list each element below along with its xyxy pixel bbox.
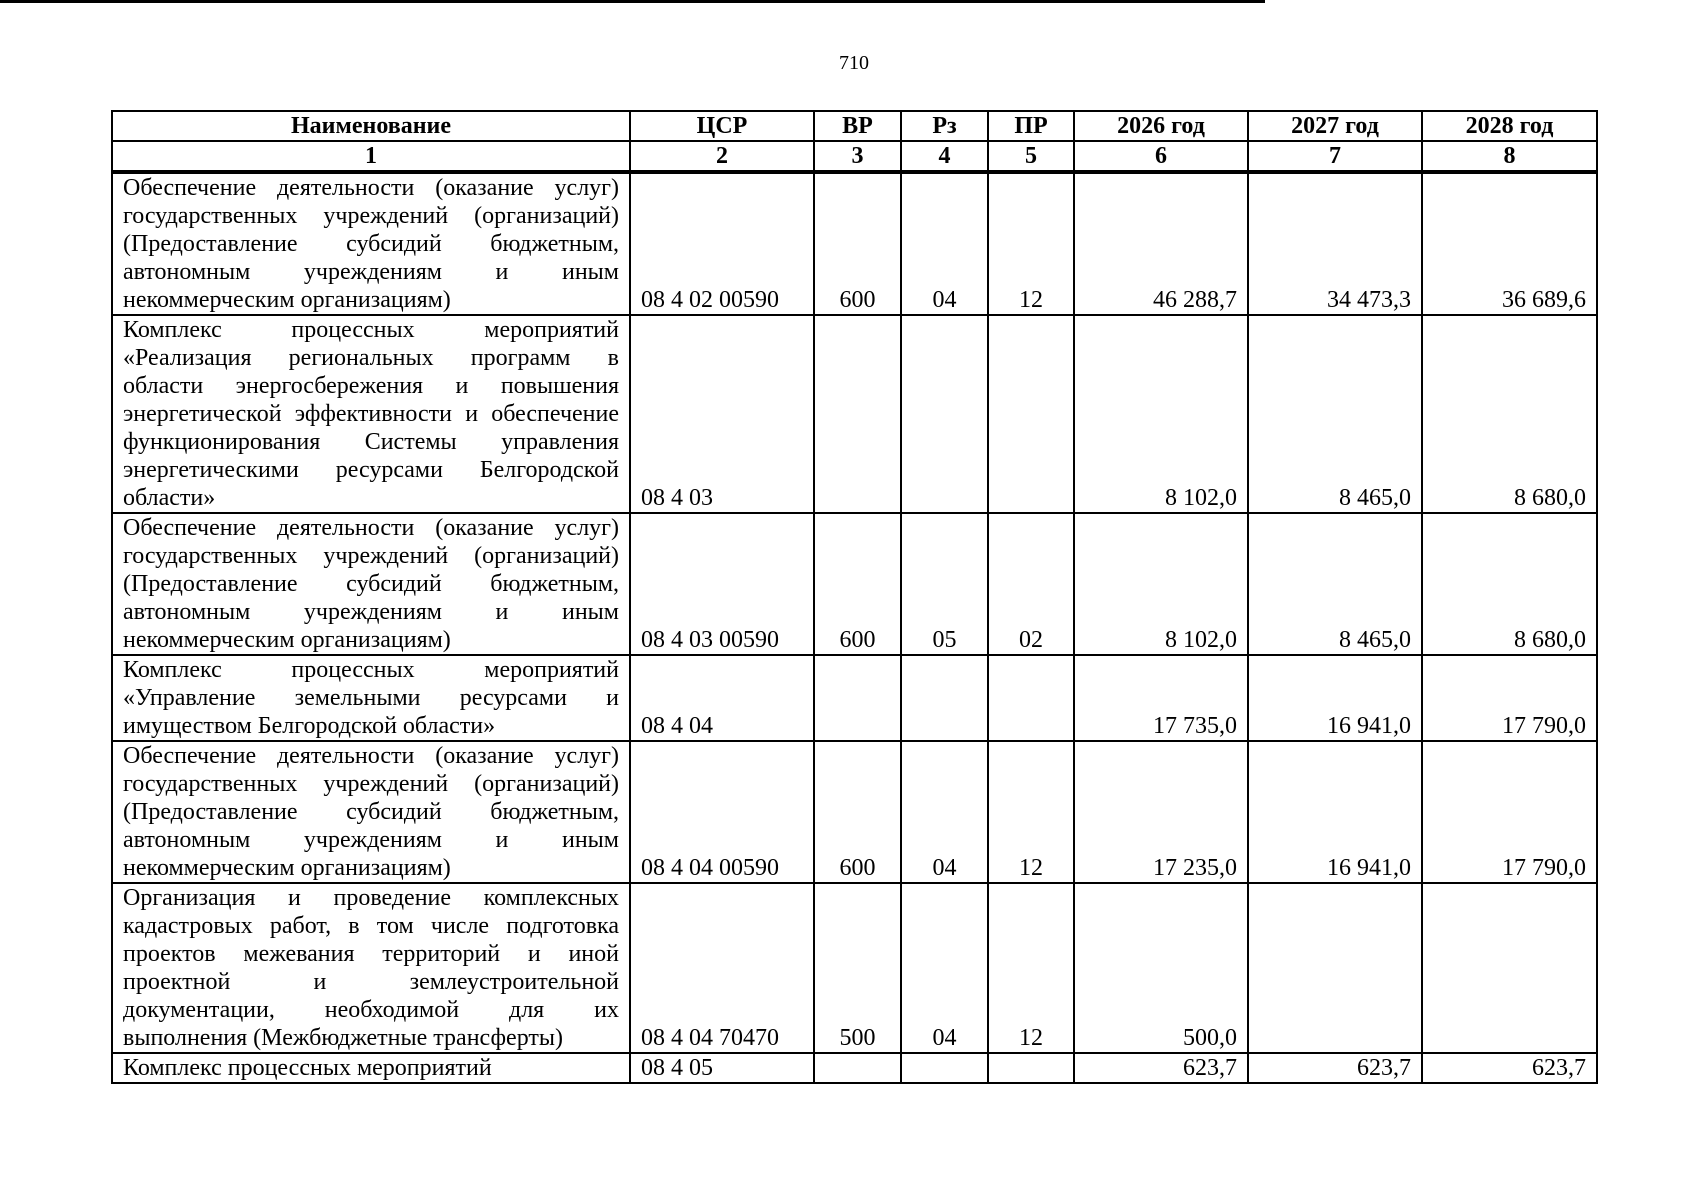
header-2028: 2028 год (1422, 111, 1597, 141)
row-value-2026: 8 102,0 (1074, 513, 1248, 655)
row-value-2026: 623,7 (1074, 1053, 1248, 1083)
row-name (112, 1053, 630, 1083)
header-name: Наименование (112, 111, 630, 141)
row-pr (988, 655, 1074, 741)
row-csr: 08 4 05 (630, 1053, 814, 1083)
row-vr: 500 (814, 883, 901, 1053)
row-value-2027: 8 465,0 (1248, 315, 1422, 513)
colnum-3: 3 (814, 141, 901, 172)
column-number-row (112, 141, 1597, 172)
row-csr: 08 4 04 70470 (630, 883, 814, 1053)
row-csr: 08 4 04 (630, 655, 814, 741)
row-value-2026: 17 735,0 (1074, 655, 1248, 741)
row-pr: 12 (988, 172, 1074, 315)
top-rule (0, 0, 1265, 3)
table-row (112, 741, 1597, 883)
row-name-line: «Реализация региональных программ в (123, 345, 619, 371)
row-rz: 04 (901, 172, 988, 315)
row-name-line: Обеспечение деятельности (оказание услуг) (123, 515, 619, 541)
row-vr (814, 315, 901, 513)
row-vr (814, 655, 901, 741)
table-row (112, 1053, 1597, 1083)
row-name-line: проектной и землеустроительной (123, 969, 619, 995)
row-name-line: некоммерческим организациям) (123, 855, 451, 881)
row-value-2027: 16 941,0 (1248, 655, 1422, 741)
row-value-2028: 8 680,0 (1422, 513, 1597, 655)
row-name-line: государственных учреждений (организаций) (123, 543, 619, 569)
header-vr: ВР (814, 111, 901, 141)
row-name (112, 883, 630, 1053)
row-name-line: выполнения (Межбюджетные трансферты) (123, 1025, 563, 1051)
row-name-line: автономным учреждениям и иным (123, 599, 619, 625)
table-row (112, 172, 1597, 315)
header-2027: 2027 год (1248, 111, 1422, 141)
header-rz: Рз (901, 111, 988, 141)
row-vr: 600 (814, 741, 901, 883)
row-name-line: (Предоставление субсидий бюджетным, (123, 799, 619, 825)
header-csr: ЦСР (630, 111, 814, 141)
row-name-line: «Управление земельными ресурсами и (123, 685, 619, 711)
row-name-line: Организация и проведение комплексных (123, 885, 619, 911)
budget-table (111, 110, 1598, 1084)
row-pr (988, 315, 1074, 513)
row-csr: 08 4 03 (630, 315, 814, 513)
row-name-line: документации, необходимой для их (123, 997, 619, 1023)
row-name (112, 513, 630, 655)
row-name-line: некоммерческим организациям) (123, 287, 451, 313)
row-rz (901, 1053, 988, 1083)
row-name-line: энергетической эффективности и обеспечение (123, 401, 619, 427)
row-name-line: автономным учреждениям и иным (123, 259, 619, 285)
page-number: 710 (839, 52, 869, 74)
colnum-4: 4 (901, 141, 988, 172)
row-name-line: проектов межевания территорий и иной (123, 941, 619, 967)
row-csr: 08 4 02 00590 (630, 172, 814, 315)
colnum-5: 5 (988, 141, 1074, 172)
row-rz (901, 315, 988, 513)
header-2026: 2026 год (1074, 111, 1248, 141)
row-name-line: (Предоставление субсидий бюджетным, (123, 571, 619, 597)
row-name-line: автономным учреждениям и иным (123, 827, 619, 853)
row-pr: 12 (988, 883, 1074, 1053)
row-value-2028: 8 680,0 (1422, 315, 1597, 513)
row-name (112, 172, 630, 315)
row-value-2028: 623,7 (1422, 1053, 1597, 1083)
row-name-line: имуществом Белгородской области» (123, 713, 496, 739)
row-name-line: (Предоставление субсидий бюджетным, (123, 231, 619, 257)
table-row (112, 315, 1597, 513)
row-name (112, 741, 630, 883)
row-name-line: Обеспечение деятельности (оказание услуг) (123, 743, 619, 769)
row-csr: 08 4 04 00590 (630, 741, 814, 883)
row-rz (901, 655, 988, 741)
colnum-6: 6 (1074, 141, 1248, 172)
table-row (112, 883, 1597, 1053)
row-vr (814, 1053, 901, 1083)
row-pr: 02 (988, 513, 1074, 655)
row-rz: 04 (901, 883, 988, 1053)
row-name-line: государственных учреждений (организаций) (123, 203, 619, 229)
row-value-2026: 8 102,0 (1074, 315, 1248, 513)
row-vr: 600 (814, 172, 901, 315)
row-name-line: функционирования Системы управления (123, 429, 619, 455)
row-name-line: Комплекс процессных мероприятий (123, 317, 619, 343)
row-name-line: кадастровых работ, в том числе подготовка (123, 913, 619, 939)
row-name-line: области» (123, 485, 216, 511)
row-name-line: области энергосбережения и повышения (123, 373, 619, 399)
row-name (112, 315, 630, 513)
row-pr (988, 1053, 1074, 1083)
row-value-2027: 34 473,3 (1248, 172, 1422, 315)
row-name (112, 655, 630, 741)
row-name-line: Обеспечение деятельности (оказание услуг) (123, 175, 619, 201)
row-value-2028: 36 689,6 (1422, 172, 1597, 315)
row-value-2027: 623,7 (1248, 1053, 1422, 1083)
row-vr: 600 (814, 513, 901, 655)
colnum-8: 8 (1422, 141, 1597, 172)
row-value-2026: 17 235,0 (1074, 741, 1248, 883)
row-name-line: государственных учреждений (организаций) (123, 771, 619, 797)
row-value-2026: 46 288,7 (1074, 172, 1248, 315)
colnum-7: 7 (1248, 141, 1422, 172)
row-value-2027: 16 941,0 (1248, 741, 1422, 883)
table-row (112, 655, 1597, 741)
row-value-2028 (1422, 883, 1597, 1053)
row-rz: 04 (901, 741, 988, 883)
row-rz: 05 (901, 513, 988, 655)
table-row (112, 513, 1597, 655)
colnum-2: 2 (630, 141, 814, 172)
row-value-2027: 8 465,0 (1248, 513, 1422, 655)
header-row (112, 111, 1597, 141)
colnum-1: 1 (112, 141, 630, 172)
table-body (112, 172, 1597, 1083)
row-pr: 12 (988, 741, 1074, 883)
row-csr: 08 4 03 00590 (630, 513, 814, 655)
row-name-line: некоммерческим организациям) (123, 627, 451, 653)
row-name-line: энергетическими ресурсами Белгородской (123, 457, 619, 483)
header-pr: ПР (988, 111, 1074, 141)
row-name-line: Комплекс процессных мероприятий (123, 657, 619, 683)
row-value-2027 (1248, 883, 1422, 1053)
row-value-2028: 17 790,0 (1422, 655, 1597, 741)
row-name-line: Комплекс процессных мероприятий (123, 1055, 492, 1081)
row-value-2026: 500,0 (1074, 883, 1248, 1053)
row-value-2028: 17 790,0 (1422, 741, 1597, 883)
